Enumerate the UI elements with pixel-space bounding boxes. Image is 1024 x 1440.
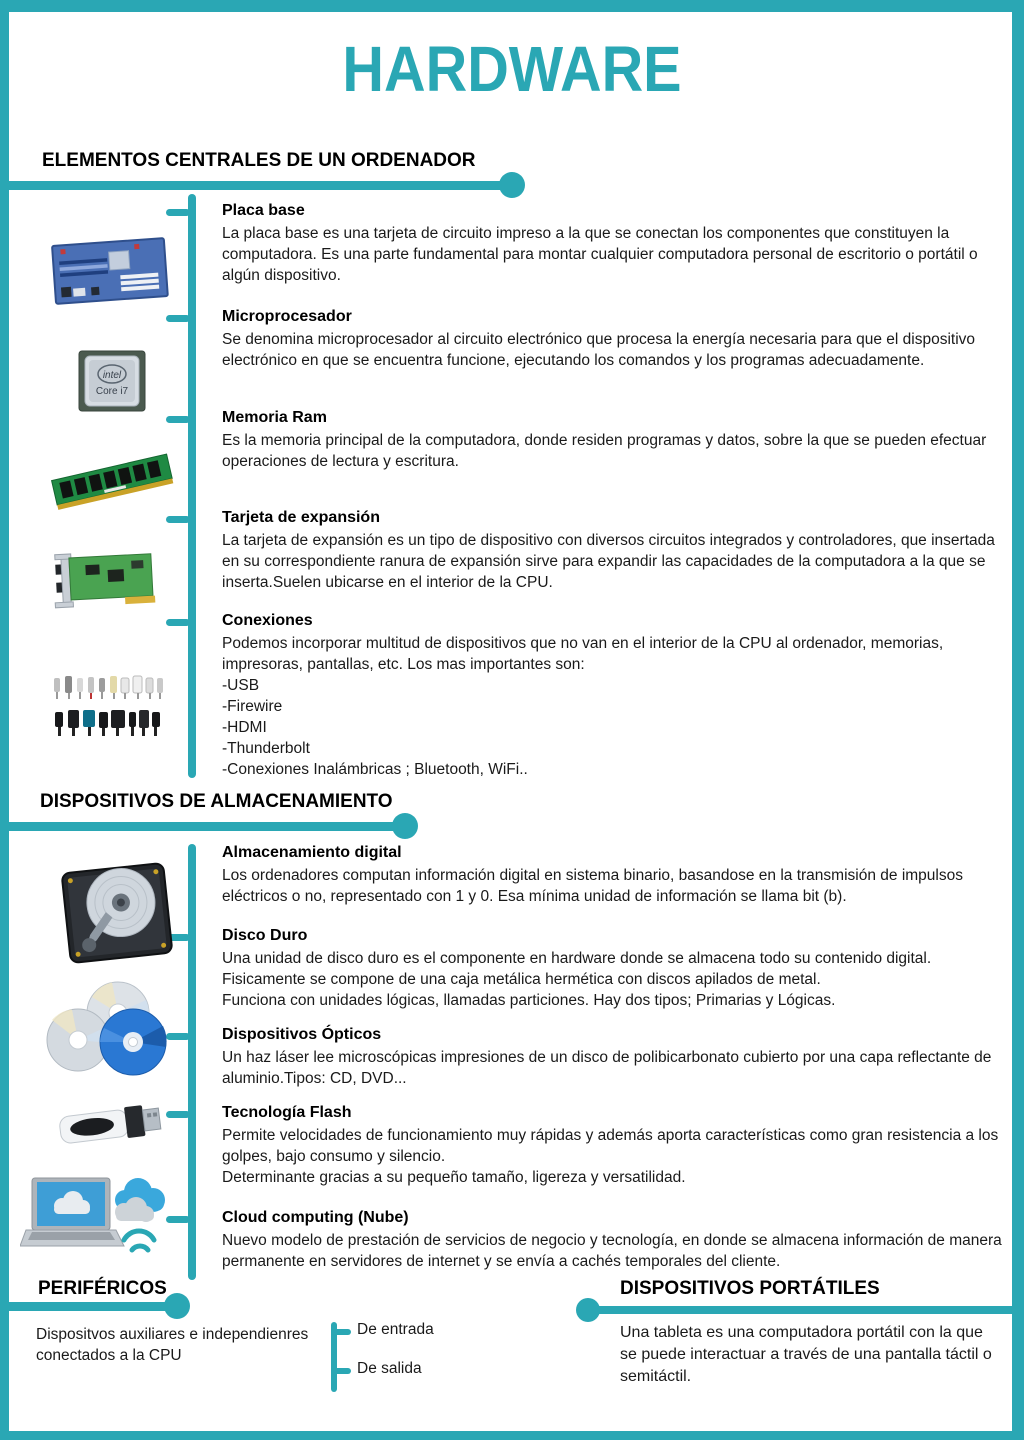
bracket-tick (331, 1368, 351, 1374)
underline-end-dot (499, 172, 525, 198)
timeline-tick (166, 1111, 190, 1118)
topic-microprocesador (222, 308, 1008, 371)
topic-list-item: -USB (222, 677, 260, 694)
flash-drive-image (54, 1094, 168, 1161)
topic-text: Podemos incorporar multitud de dispositivos que no van en el interior de la CPU al ordenador, memorias, impresoras, pantallas, etc. Los mas importantes son: (222, 635, 944, 673)
cpu-model-label: Core i7 (95, 386, 129, 397)
portatiles-description: Una tableta es una computadora portátil con la que se puede interactuar a través de una pantalla táctil o semitáctil. (620, 1324, 992, 1385)
bracket-tick (331, 1329, 351, 1335)
underline-end-dot (164, 1293, 190, 1319)
topic-list-item: -Thunderbolt (222, 740, 310, 757)
section-header-perifericos: PERIFÉRICOS (38, 1278, 167, 1299)
page-title: HARDWARE (342, 33, 682, 105)
connectors-image (50, 666, 168, 753)
topic-title: Disco Duro (222, 927, 308, 944)
topic-title: Cloud computing (Nube) (222, 1209, 409, 1226)
page-border-left (0, 0, 9, 1440)
topic-title: Conexiones (222, 612, 313, 629)
ram-image (50, 444, 174, 521)
timeline-tick (166, 416, 190, 423)
topic-almacenamiento-digital (222, 844, 1008, 907)
topic-conexiones (222, 612, 1008, 780)
topic-title: Memoria Ram (222, 409, 327, 426)
motherboard-image (46, 234, 174, 315)
hard-drive-image (58, 858, 176, 973)
topic-text: Un haz láser lee microscópicas impresiones de un disco de polibicarbonato cubierto por una capa reflectante de aluminio.Tipos: CD, DVD... (222, 1049, 992, 1087)
timeline-line (188, 844, 196, 1280)
perifericos-description: Dispositvos auxiliares e independienres conectados a la CPU (36, 1326, 309, 1364)
topic-disco-duro (222, 927, 1008, 1011)
branch-de-entrada: De entrada (357, 1321, 434, 1338)
expansion-card-image (46, 540, 170, 621)
section-header-elementos-centrales: ELEMENTOS CENTRALES DE UN ORDENADOR (42, 150, 476, 171)
topic-list-item: -HDMI (222, 719, 267, 736)
page-border-right (1012, 0, 1024, 1440)
topic-title: Microprocesador (222, 308, 352, 325)
underline-end-dot (392, 813, 418, 839)
topic-text: Se denomina microprocesador al circuito electrónico que procesa la energía necesaria para que el dispositivo electrónico en que se encuentra funcione, ejecutando los comandos y los programas adecuadamente. (222, 331, 976, 369)
timeline-tick (166, 315, 190, 322)
topic-title: Dispositivos Ópticos (222, 1026, 382, 1043)
optical-discs-image (42, 980, 170, 1085)
topic-placa-base (222, 202, 1008, 286)
timeline-tick (166, 209, 190, 216)
topic-title: Tarjeta de expansión (222, 509, 380, 526)
section-header-dispositivos-almacenamiento: DISPOSITIVOS DE ALMACENAMIENTO (40, 791, 393, 812)
topic-memoria-ram (222, 409, 1008, 472)
topic-tecnologia-flash (222, 1104, 1008, 1188)
cpu-image (76, 348, 148, 419)
topic-text: Fisicamente se compone de una caja metálica hermética con discos apilados de metal. (222, 971, 821, 988)
topic-title: Almacenamiento digital (222, 844, 402, 861)
topic-title: Placa base (222, 202, 305, 219)
cpu-brand-label: intel (102, 370, 122, 381)
topic-text: Funciona con unidades lógicas, llamadas particiones. Hay dos tipos; Primarias y Lógicas. (222, 992, 836, 1009)
topic-text: Nuevo modelo de prestación de servicios de negocio y tecnología, en donde se almacena información de manera permanente en servidores de internet y se envía a cachés temporales del cliente. (222, 1232, 1002, 1270)
topic-title: Tecnología Flash (222, 1104, 352, 1121)
topic-text: Permite velocidades de funcionamiento muy rápidas y además aporta características como gran resistencia a los golpes, bajo consumo y silencio. (222, 1127, 999, 1165)
page-border-top (0, 0, 1024, 12)
topic-text: La tarjeta de expansión es un tipo de dispositivo con diversos circuitos integrados y controladores, que insertada en su correspondiente ranura de expansión sirve para expandir las capacidades de la computadora a la que se inserta.Suelen ubicarse en el interior de la CPU. (222, 532, 995, 591)
topic-cloud-computing (222, 1209, 1008, 1272)
topic-list-item: -Firewire (222, 698, 283, 715)
section-header-dispositivos-portatiles: DISPOSITIVOS PORTÁTILES (620, 1278, 880, 1299)
topic-tarjeta-expansion (222, 509, 1008, 593)
section-underline (0, 181, 506, 190)
topic-text: Es la memoria principal de la computadora, donde residen programas y datos, sobre la que se pueden efectuar operaciones de lectura y escritura. (222, 432, 987, 470)
timeline-line (188, 194, 196, 778)
section-underline (590, 1306, 1012, 1314)
topic-dispositivos-opticos (222, 1026, 1008, 1089)
topic-text: Una unidad de disco duro es el componente en hardware donde se almacena todo su contenido digital. (222, 950, 932, 967)
topic-text: Determinante gracias a su pequeño tamaño, ligereza y versatilidad. (222, 1169, 686, 1186)
cloud-computing-image (20, 1172, 172, 1271)
section-underline (0, 1302, 172, 1311)
page-border-bottom (0, 1431, 1024, 1440)
topic-text: La placa base es una tarjeta de circuito impreso a la que se conectan los componentes que constituyen la computadora. Es una parte fundamental para montar cualquier computadora personal de escritorio o portátil o algún dispositivo. (222, 225, 978, 284)
topic-text: Los ordenadores computan información digital en sistema binario, basandose en la transmisión de impulsos eléctricos o no, representado con 1 y 0. Esa mínima unidad de información se llama bit (b). (222, 867, 963, 905)
topic-list-item: -Conexiones Inalámbricas ; Bluetooth, WiFi.. (222, 761, 528, 778)
section-underline (0, 822, 400, 831)
branch-de-salida: De salida (357, 1360, 422, 1377)
